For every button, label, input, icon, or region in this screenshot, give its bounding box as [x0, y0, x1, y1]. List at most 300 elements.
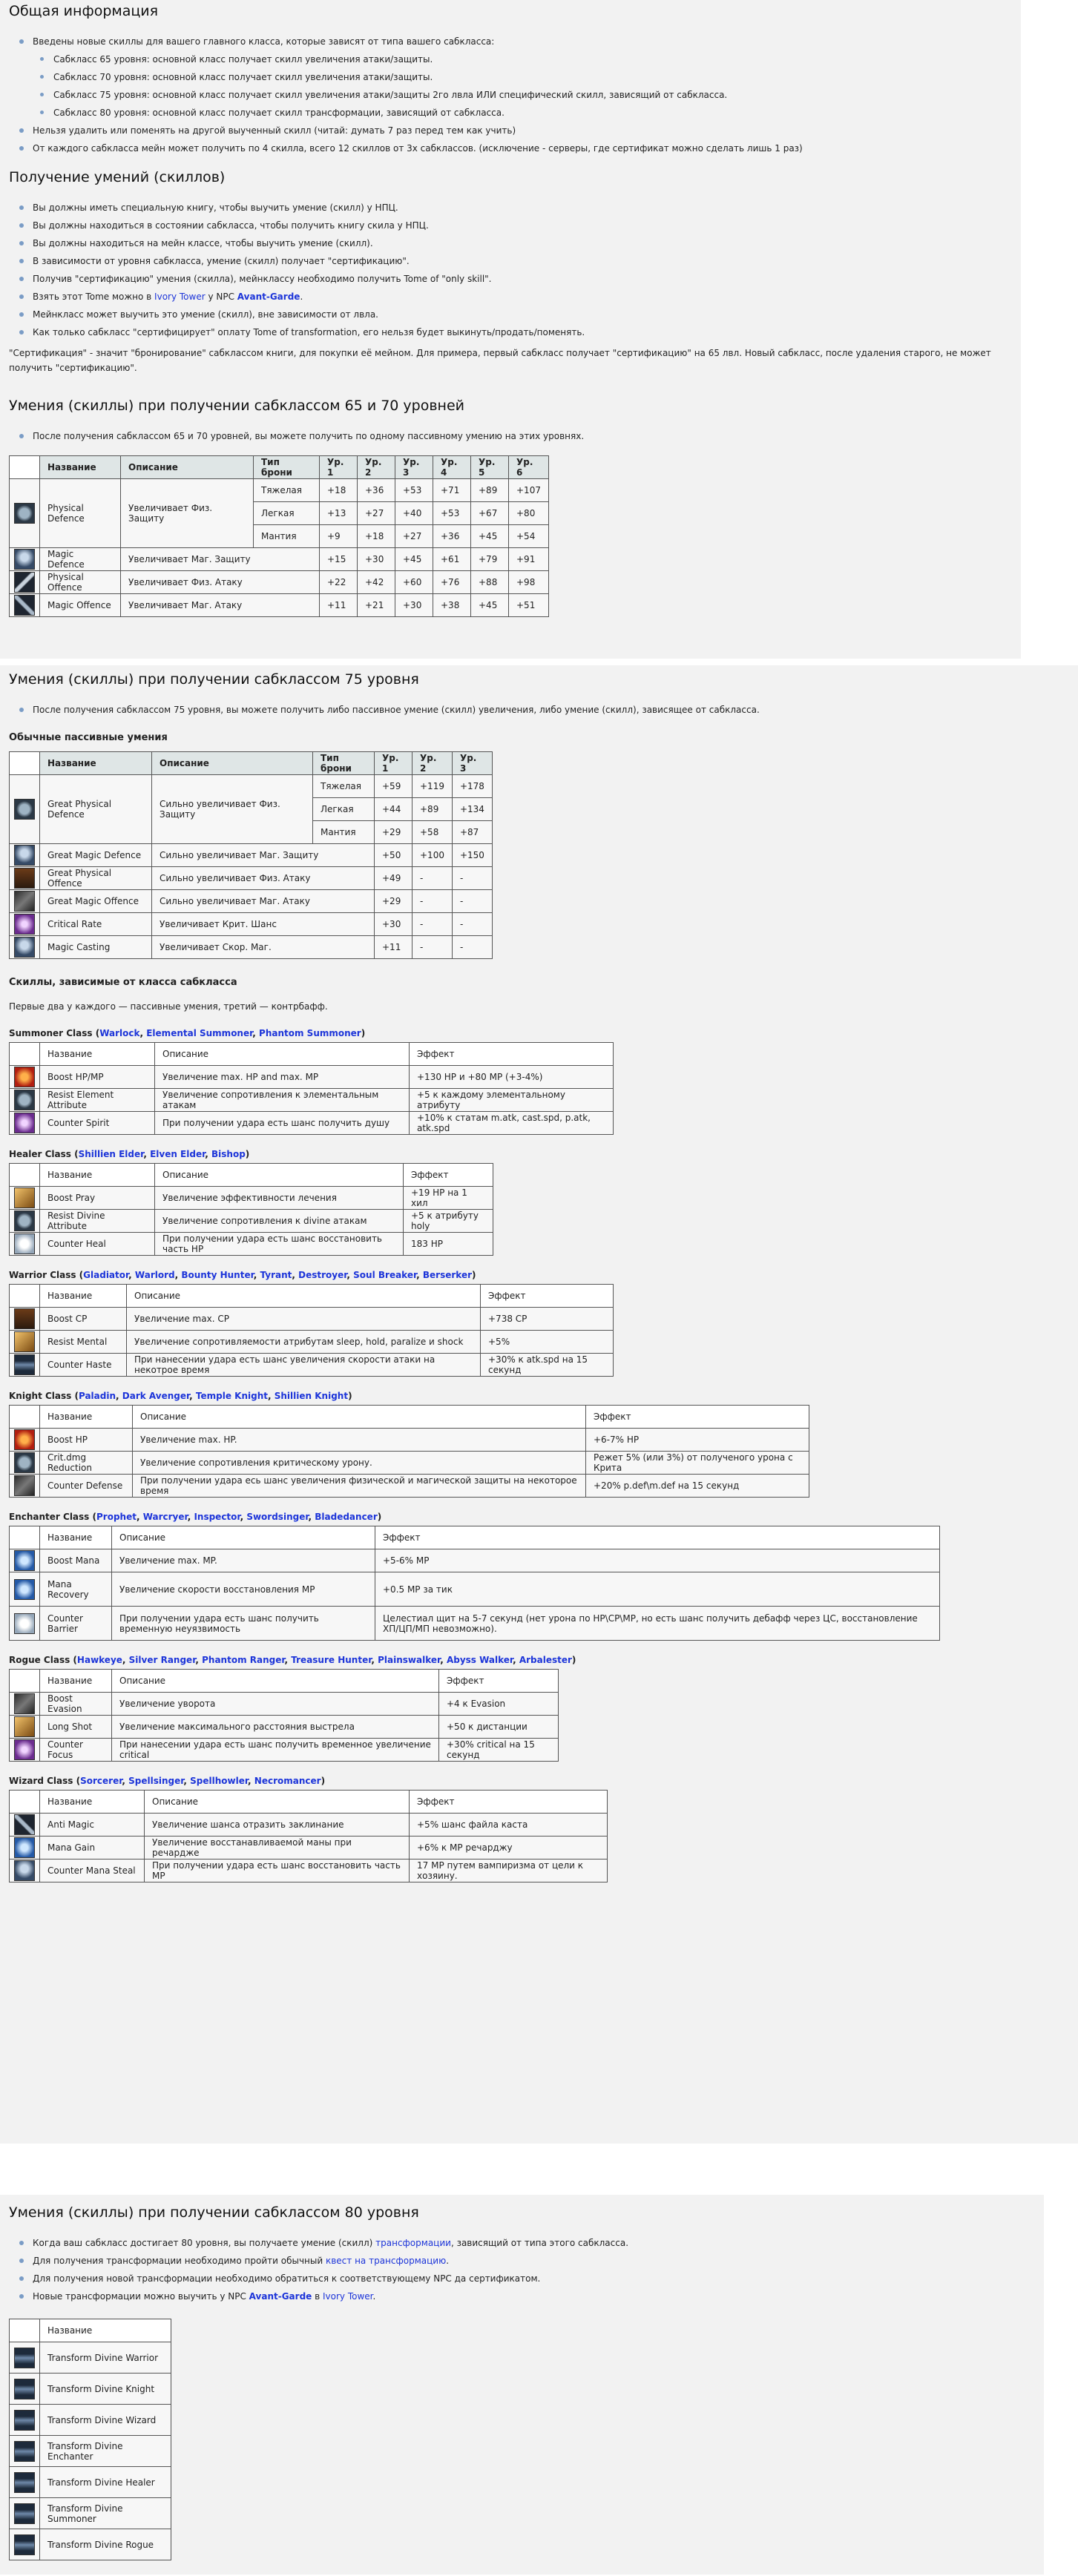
warrior-class-title: Warrior Class (Gladiator, Warlord, Bounty Hunter, Tyrant, Destroyer, Soul Breaker, Berserker) — [9, 1270, 476, 1280]
table-row — [10, 548, 549, 571]
acquire-bullet: Вы должны иметь специальную книгу, чтобы выучить умение (скилл) у НПЦ. — [33, 199, 1003, 217]
level-value: +87 — [452, 821, 492, 844]
skill-desc: Сильно увеличивает Физ. Атаку — [152, 867, 375, 890]
skill-desc: Увеличивает Физ. Защиту — [121, 479, 254, 548]
class-link[interactable]: Necromancer — [254, 1776, 321, 1786]
col-header: Описание — [155, 1043, 410, 1066]
class-link[interactable]: Warlord — [134, 1270, 175, 1280]
skill-name: Great Physical Defence — [40, 775, 152, 844]
bullet-text: Для получения трансформации необходимо пройти обычный — [33, 2256, 326, 2266]
magic-offence-icon — [14, 595, 35, 616]
level-value: +53 — [395, 479, 433, 502]
class-link[interactable]: Treasure Hunter — [291, 1655, 372, 1665]
skill-effect: +6-7% HP — [586, 1429, 809, 1452]
table-row — [10, 1331, 614, 1354]
class-link[interactable]: Elven Elder — [150, 1149, 206, 1159]
skill-name: Resist Mental — [40, 1331, 127, 1354]
class-link[interactable]: Spellsinger — [128, 1776, 184, 1786]
knight-skills-table — [9, 1405, 809, 1498]
counter-mana-steal-icon — [14, 1860, 35, 1881]
skill-icon-cell — [10, 1089, 40, 1112]
col-header: Название — [40, 456, 121, 479]
healer-class-title: Healer Class (Shillien Elder, Elven Elder, Bishop) — [9, 1149, 250, 1159]
healer-skills-table — [9, 1163, 493, 1256]
bullet-text: Когда ваш сабкласс достигает 80 уровня, вы получаете умение (скилл) — [33, 2238, 376, 2248]
class-name: Knight Class — [9, 1391, 72, 1401]
counter-haste-icon — [14, 1354, 35, 1375]
skill-icon-cell — [10, 867, 40, 890]
skill-name: Long Shot — [40, 1716, 112, 1739]
skill-effect: +30% к atk.spd на 15 секунд — [481, 1354, 614, 1377]
lvl75-bullet: После получения сабклассом 75 уровня, вы можете получить либо пассивное умение (скилл) увеличения, либо умение (скилл), зависящее от сабкласса. — [33, 701, 1062, 719]
col-header: Ур. 1 — [375, 752, 413, 775]
skill-icon-cell — [10, 1233, 40, 1256]
col-header: Эффект — [586, 1406, 809, 1429]
boost-hp-mp-icon — [14, 1067, 35, 1087]
table-row — [10, 1716, 559, 1739]
counter-heal-icon — [14, 1233, 35, 1254]
armor-type: Тяжелая — [313, 775, 375, 798]
table-row — [10, 1739, 559, 1762]
transform-enchanter-icon — [14, 2441, 35, 2462]
skill-name: Counter Defense — [40, 1475, 133, 1498]
transform-healer-icon — [14, 2472, 35, 2493]
lvl75-title: Умения (скиллы) при получении сабклассом 75 уровня — [9, 671, 419, 688]
skill-desc: При получении удара есь шанс увеличения физической и магической защиты на некоторое время — [133, 1475, 586, 1498]
table-row — [10, 2436, 171, 2467]
general-title: Общая информация — [9, 3, 159, 19]
level-value: +36 — [358, 479, 395, 502]
level-value: +178 — [452, 775, 492, 798]
level-value: +42 — [358, 571, 395, 594]
level-value: - — [413, 867, 453, 890]
skill-effect: +19 HP на 1 хил — [404, 1187, 493, 1210]
general-sub-bullet: Сабкласс 80 уровня: основной класс получает скилл трансформации, зависящий от сабкласса. — [53, 104, 1003, 122]
level-value: +11 — [320, 594, 358, 617]
skill-desc: Увеличение восстанавливаемой маны при речардже — [145, 1837, 410, 1859]
level-value: +27 — [358, 502, 395, 525]
skill-name: Mana Gain — [40, 1837, 145, 1859]
skill-desc: Увеличивает Маг. Атаку — [121, 594, 320, 617]
table-row — [10, 1814, 608, 1837]
transformation-link[interactable]: трансформации — [375, 2238, 451, 2248]
table-row — [10, 2374, 171, 2405]
bullet-text: . — [446, 2256, 450, 2266]
icon-header — [10, 1285, 40, 1308]
general-bullet: Введены новые скиллы для вашего главного класса, которые зависят от типа вашего сабкласса: — [33, 33, 1003, 50]
crit-dmg-reduction-icon — [14, 1452, 35, 1473]
skill-icon-cell — [10, 844, 40, 867]
skill-desc: Увеличивает Маг. Защиту — [121, 548, 320, 571]
table-row — [10, 1452, 809, 1475]
col-header: Описание — [112, 1526, 375, 1549]
long-shot-icon — [14, 1716, 35, 1737]
table-row — [10, 867, 493, 890]
acquire-tome-bullet — [33, 288, 1003, 306]
skill-effect: +10% к статам m.atk, cast.spd, p.atk, atk.spd — [410, 1112, 614, 1135]
bullet-text: . — [372, 2291, 376, 2302]
skill-name: Boost Pray — [40, 1187, 155, 1210]
skill-name: Transform Divine Rogue — [40, 2529, 171, 2560]
class-link[interactable]: Paladin — [78, 1391, 116, 1401]
class-link[interactable]: Spellhowler — [190, 1776, 249, 1786]
class-link[interactable]: Silver Ranger — [128, 1655, 196, 1665]
skill-effect: Режет 5% (или 3%) от полученого урона с Крита — [586, 1452, 809, 1475]
acquire-bullet: Получив "сертификацию" умения (скилла), мейнклассу необходимо получить Tome of "only skill". — [33, 270, 1003, 288]
dependent-note: Первые два у каждого — пассивные умения, третий — контрбафф. — [9, 1001, 328, 1012]
level-value: +54 — [509, 525, 549, 548]
great-magic-defence-icon — [14, 845, 35, 866]
general-sub-list — [9, 50, 1003, 122]
table-row — [10, 1429, 809, 1452]
skill-desc: Увеличение сопротивляемости атрибутам sleep, hold, paralize и shock — [127, 1331, 481, 1354]
skill-desc: При нанесении удара есть шанс получить временное увеличение critical — [112, 1739, 439, 1762]
skill-desc: Увеличение сопротивления к divine атакам — [155, 1210, 404, 1233]
general-bullet: Нельзя удалить или поменять на другой выученный скилл (читай: думать 7 раз перед тем как учить) — [33, 122, 1003, 139]
skill-effect: +5 к атрибуту holy — [404, 1210, 493, 1233]
level-value: +21 — [358, 594, 395, 617]
boost-cp-icon — [14, 1308, 35, 1329]
icon-header — [10, 1164, 40, 1187]
class-link[interactable]: Abyss Walker — [446, 1655, 513, 1665]
level-value: - — [452, 936, 492, 959]
class-link[interactable]: Sorcerer — [80, 1776, 122, 1786]
skill-desc: Увеличение max. CP — [127, 1308, 481, 1331]
col-header: Ур. 5 — [471, 456, 509, 479]
level-value: +11 — [375, 936, 413, 959]
skill-name: Transform Divine Knight — [40, 2374, 171, 2405]
class-link[interactable]: Bladedancer — [315, 1512, 378, 1522]
level-value: - — [452, 867, 492, 890]
counter-focus-icon — [14, 1739, 35, 1760]
col-header: Название — [40, 1043, 155, 1066]
lvl75-list — [9, 701, 1062, 719]
skill-name: Counter Focus — [40, 1739, 112, 1762]
level-value: +59 — [375, 775, 413, 798]
table-row — [10, 479, 549, 502]
level-value: +89 — [413, 798, 453, 821]
level-value: +98 — [509, 571, 549, 594]
table-header-row — [10, 1043, 614, 1066]
col-header: Название — [40, 752, 152, 775]
table-header-row — [10, 1164, 493, 1187]
level-value: +61 — [433, 548, 471, 571]
table-row — [10, 1549, 940, 1572]
class-link[interactable]: Bounty Hunter — [181, 1270, 254, 1280]
class-name: Enchanter Class — [9, 1512, 90, 1522]
class-name: Summoner Class — [9, 1028, 93, 1038]
class-link[interactable]: Prophet — [96, 1512, 137, 1522]
enchanter-skills-table — [9, 1526, 940, 1641]
table-row — [10, 1837, 608, 1859]
class-link[interactable]: Shillien Knight — [274, 1391, 349, 1401]
col-header: Тип брони — [313, 752, 375, 775]
skill-effect: +5% — [481, 1331, 614, 1354]
anti-magic-icon — [14, 1814, 35, 1835]
table-row — [10, 775, 493, 798]
level-value: - — [413, 890, 453, 913]
acquire-bullet: Вы должны находиться на мейн классе, чтобы выучить умение (скилл). — [33, 234, 1003, 252]
class-link[interactable]: Phantom Ranger — [202, 1655, 285, 1665]
level-value: +18 — [320, 479, 358, 502]
table-row — [10, 1112, 614, 1135]
magic-casting-icon — [14, 937, 35, 958]
certification-note: "Сертификация" - значит "бронирование" сабклассом книги, для покупки её мейном. Для примера, первый сабкласс получает "сертификацию" на 65 лвл. Новый сабкласс, после удаления старого, не может получить "сертификацию". — [9, 348, 991, 373]
skill-name: Magic Casting — [40, 936, 152, 959]
class-name: Warrior Class — [9, 1270, 76, 1280]
rogue-skills-table — [9, 1669, 559, 1762]
avant-garde-link[interactable]: Avant-Garde — [237, 291, 300, 302]
skill-desc: Увеличение max. HP. — [133, 1429, 586, 1452]
acquire-section — [9, 169, 1003, 375]
physical-offence-icon — [14, 572, 35, 593]
skill-name: Critical Rate — [40, 913, 152, 936]
skill-icon-cell — [10, 1739, 40, 1762]
class-link[interactable]: Tyrant — [260, 1270, 292, 1280]
acquire-bullet: В зависимости от уровня сабкласса, умение (скилл) получает "сертификацию". — [33, 252, 1003, 270]
level-value: - — [452, 913, 492, 936]
class-link[interactable]: Soul Breaker — [353, 1270, 417, 1280]
class-link[interactable]: Temple Knight — [195, 1391, 268, 1401]
col-header: Название — [40, 1526, 112, 1549]
skill-desc: Увеличение уворота — [112, 1693, 439, 1716]
counter-defense-icon — [14, 1475, 35, 1496]
level-value: +18 — [358, 525, 395, 548]
level-value: +76 — [433, 571, 471, 594]
level-value: +38 — [433, 594, 471, 617]
table-row — [10, 594, 549, 617]
armor-type: Мантия — [254, 525, 320, 548]
class-link[interactable]: Warlock — [99, 1028, 140, 1038]
general-bullet: От каждого сабкласса мейн может получить по 4 скилла, всего 12 скиллов от 3х сабклассов. (исключение - серверы, где сертификат можно сделать лишь 1 раз) — [33, 139, 1003, 157]
skill-effect: +6% к MP речарджу — [410, 1837, 608, 1859]
ivory-tower-link[interactable]: Ivory Tower — [323, 2291, 373, 2302]
skill-name: Physical Offence — [40, 571, 121, 594]
skill-icon-cell — [10, 2405, 40, 2436]
level-value: +119 — [413, 775, 453, 798]
class-name: Healer Class — [9, 1149, 71, 1159]
level-value: - — [452, 890, 492, 913]
skill-desc: Увеличение эффективности лечения — [155, 1187, 404, 1210]
table-header-row — [10, 456, 549, 479]
table-row — [10, 2467, 171, 2498]
skill-name: Resist Divine Attribute — [40, 1210, 155, 1233]
skill-name: Great Physical Offence — [40, 867, 152, 890]
icon-header — [10, 1670, 40, 1693]
lvl80-section — [9, 2204, 1033, 2560]
col-header: Эффект — [410, 1043, 614, 1066]
lvl75-table — [9, 751, 493, 959]
wizard-class-title: Wizard Class (Sorcerer, Spellsinger, Spellhowler, Necromancer) — [9, 1776, 326, 1786]
skill-icon-cell — [10, 1837, 40, 1859]
lvl80-bullet: Для получения новой трансформации необходимо обратиться к соответствующему NPC да сертификатом. — [33, 2270, 1033, 2287]
table-row — [10, 1089, 614, 1112]
level-value: +13 — [320, 502, 358, 525]
table-row — [10, 2529, 171, 2560]
level-value: +30 — [358, 548, 395, 571]
bullet-text: в — [312, 2291, 323, 2302]
class-link[interactable]: Berserker — [422, 1270, 473, 1280]
general-section — [9, 3, 1003, 157]
great-physical-offence-icon — [14, 868, 35, 889]
table-row — [10, 2405, 171, 2436]
skill-name: Transform Divine Warrior — [40, 2342, 171, 2374]
level-value: +53 — [433, 502, 471, 525]
skill-name: Counter Mana Steal — [40, 1859, 145, 1882]
acquire-title: Получение умений (скиллов) — [9, 169, 226, 185]
col-header: Ур. 4 — [433, 456, 471, 479]
lvl75-section — [9, 671, 1062, 1882]
col-header: Описание — [145, 1791, 410, 1814]
skill-desc: Увеличение шанса отразить заклинание — [145, 1814, 410, 1837]
skill-name: Counter Haste — [40, 1354, 127, 1377]
class-link[interactable]: Hawkeye — [76, 1655, 122, 1665]
mana-gain-icon — [14, 1837, 35, 1858]
table-row — [10, 1693, 559, 1716]
passive-title: Обычные пассивные умения — [9, 732, 168, 743]
level-value: +30 — [375, 913, 413, 936]
skill-effect: +20% p.def\m.def на 15 секунд — [586, 1475, 809, 1498]
level-value: +50 — [375, 844, 413, 867]
skill-effect: +5% шанс файла каста — [410, 1814, 608, 1837]
avant-garde-link[interactable]: Avant-Garde — [249, 2291, 312, 2302]
tome-text-end: . — [300, 291, 303, 302]
level-value: +45 — [471, 525, 509, 548]
skill-icon-cell — [10, 1452, 40, 1475]
level-value: +88 — [471, 571, 509, 594]
skill-name: Crit.dmg Reduction — [40, 1452, 133, 1475]
col-header: Описание — [155, 1164, 404, 1187]
col-header: Эффект — [481, 1285, 614, 1308]
col-header: Ур. 2 — [413, 752, 453, 775]
col-header: Название — [40, 1791, 145, 1814]
table-header-row — [10, 2319, 171, 2342]
skill-icon-cell — [10, 1429, 40, 1452]
class-name: Rogue Class — [9, 1655, 70, 1665]
skill-icon-cell — [10, 1475, 40, 1498]
table-row — [10, 1210, 493, 1233]
enchanter-class-title: Enchanter Class (Prophet, Warcryer, Inspector, Swordsinger, Bladedancer) — [9, 1512, 382, 1522]
skill-name: Physical Defence — [40, 479, 121, 548]
icon-header — [10, 1791, 40, 1814]
ivory-tower-link[interactable]: Ivory Tower — [154, 291, 206, 302]
level-value: +22 — [320, 571, 358, 594]
class-link[interactable]: Inspector — [194, 1512, 240, 1522]
class-link[interactable]: Dark Avenger — [122, 1391, 190, 1401]
level-value: +79 — [471, 548, 509, 571]
class-name: Wizard Class — [9, 1776, 73, 1786]
skill-name: Boost Mana — [40, 1549, 112, 1572]
table-row — [10, 1475, 809, 1498]
skill-desc: Увеличивает Крит. Шанс — [152, 913, 375, 936]
skill-effect: 17 MP путем вампиризма от цели к хозяину. — [410, 1859, 608, 1882]
skill-icon-cell — [10, 1572, 40, 1607]
skill-desc: Увеличение max. HP and max. MP — [155, 1066, 410, 1089]
skill-icon-cell — [10, 548, 40, 571]
col-header: Эффект — [404, 1164, 493, 1187]
table-row — [10, 1308, 614, 1331]
bullet-text: Новые трансформации можно выучить у NPC — [33, 2291, 249, 2302]
bullet-text: , зависящий от типа этого сабкласса. — [450, 2238, 629, 2248]
class-link[interactable]: Elemental Summoner — [146, 1028, 253, 1038]
table-header-row — [10, 752, 493, 775]
skill-name: Magic Defence — [40, 548, 121, 571]
class-link[interactable]: Destroyer — [298, 1270, 347, 1280]
transformation-quest-link[interactable]: квест на трансформацию — [325, 2256, 447, 2266]
class-link[interactable]: Shillien Elder — [78, 1149, 144, 1159]
summoner-skills-table — [9, 1042, 614, 1135]
level-value: +107 — [509, 479, 549, 502]
skill-icon-cell — [10, 1210, 40, 1233]
class-link[interactable]: Warcryer — [142, 1512, 188, 1522]
boost-pray-icon — [14, 1187, 35, 1208]
skill-icon-cell — [10, 2467, 40, 2498]
class-link[interactable]: Phantom Summoner — [259, 1028, 361, 1038]
skill-effect: +738 CP — [481, 1308, 614, 1331]
table-header-row — [10, 1670, 559, 1693]
resist-divine-icon — [14, 1210, 35, 1231]
wizard-skills-table — [9, 1790, 608, 1882]
armor-type: Легкая — [313, 798, 375, 821]
skill-desc: Сильно увеличивает Физ. Защиту — [152, 775, 313, 844]
skill-desc: Увеличение сопротивления к элементальным атакам — [155, 1089, 410, 1112]
skill-effect: +4 к Evasion — [439, 1693, 559, 1716]
skill-name: Mana Recovery — [40, 1572, 112, 1607]
skill-desc: Сильно увеличивает Маг. Защиту — [152, 844, 375, 867]
col-header: Название — [40, 1285, 127, 1308]
skill-effect: +50 к дистанции — [439, 1716, 559, 1739]
skill-desc: При получении удара есть шанс восстановить часть HP — [155, 1233, 404, 1256]
table-row — [10, 936, 493, 959]
col-header: Описание — [112, 1670, 439, 1693]
col-header: Тип брони — [254, 456, 320, 479]
level-value: +150 — [452, 844, 492, 867]
skill-icon-cell — [10, 479, 40, 548]
col-header: Эффект — [375, 1526, 940, 1549]
lvl65-bullet: После получения сабклассом 65 и 70 уровней, вы можете получить по одному пассивному умению на этих уровнях. — [33, 427, 1003, 445]
col-header: Ур. 3 — [452, 752, 492, 775]
col-header: Ур. 6 — [509, 456, 549, 479]
class-link[interactable]: Gladiator — [83, 1270, 129, 1280]
skill-effect: +30% critical на 15 секунд — [439, 1739, 559, 1762]
armor-type: Мантия — [313, 821, 375, 844]
acquire-bullet: Вы должны находиться в состоянии сабкласса, чтобы получить книгу скила у НПЦ. — [33, 217, 1003, 234]
transform-wizard-icon — [14, 2410, 35, 2431]
col-header: Описание — [121, 456, 254, 479]
magic-defence-icon — [14, 549, 35, 570]
skill-icon-cell — [10, 1814, 40, 1837]
lvl65-section — [9, 398, 1003, 617]
class-link[interactable]: Bishop — [211, 1149, 246, 1159]
skill-desc: Сильно увеличивает Маг. Атаку — [152, 890, 375, 913]
level-value: - — [413, 936, 453, 959]
skill-icon-cell — [10, 890, 40, 913]
class-link[interactable]: Arbalester — [519, 1655, 572, 1665]
class-link[interactable]: Plainswalker — [378, 1655, 441, 1665]
skill-desc: Увеличение максимального расстояния выстрела — [112, 1716, 439, 1739]
table-row — [10, 1354, 614, 1377]
col-header: Эффект — [439, 1670, 559, 1693]
skill-desc: При получении удара есть шанс восстановить часть MP — [145, 1859, 410, 1882]
skill-icon-cell — [10, 1859, 40, 1882]
level-value: +15 — [320, 548, 358, 571]
skill-icon-cell — [10, 2342, 40, 2374]
lvl80-title: Умения (скиллы) при получении сабклассом 80 уровня — [9, 2204, 419, 2221]
skill-icon-cell — [10, 1066, 40, 1089]
class-link[interactable]: Swordsinger — [246, 1512, 309, 1522]
armor-type: Легкая — [254, 502, 320, 525]
table-row — [10, 2342, 171, 2374]
